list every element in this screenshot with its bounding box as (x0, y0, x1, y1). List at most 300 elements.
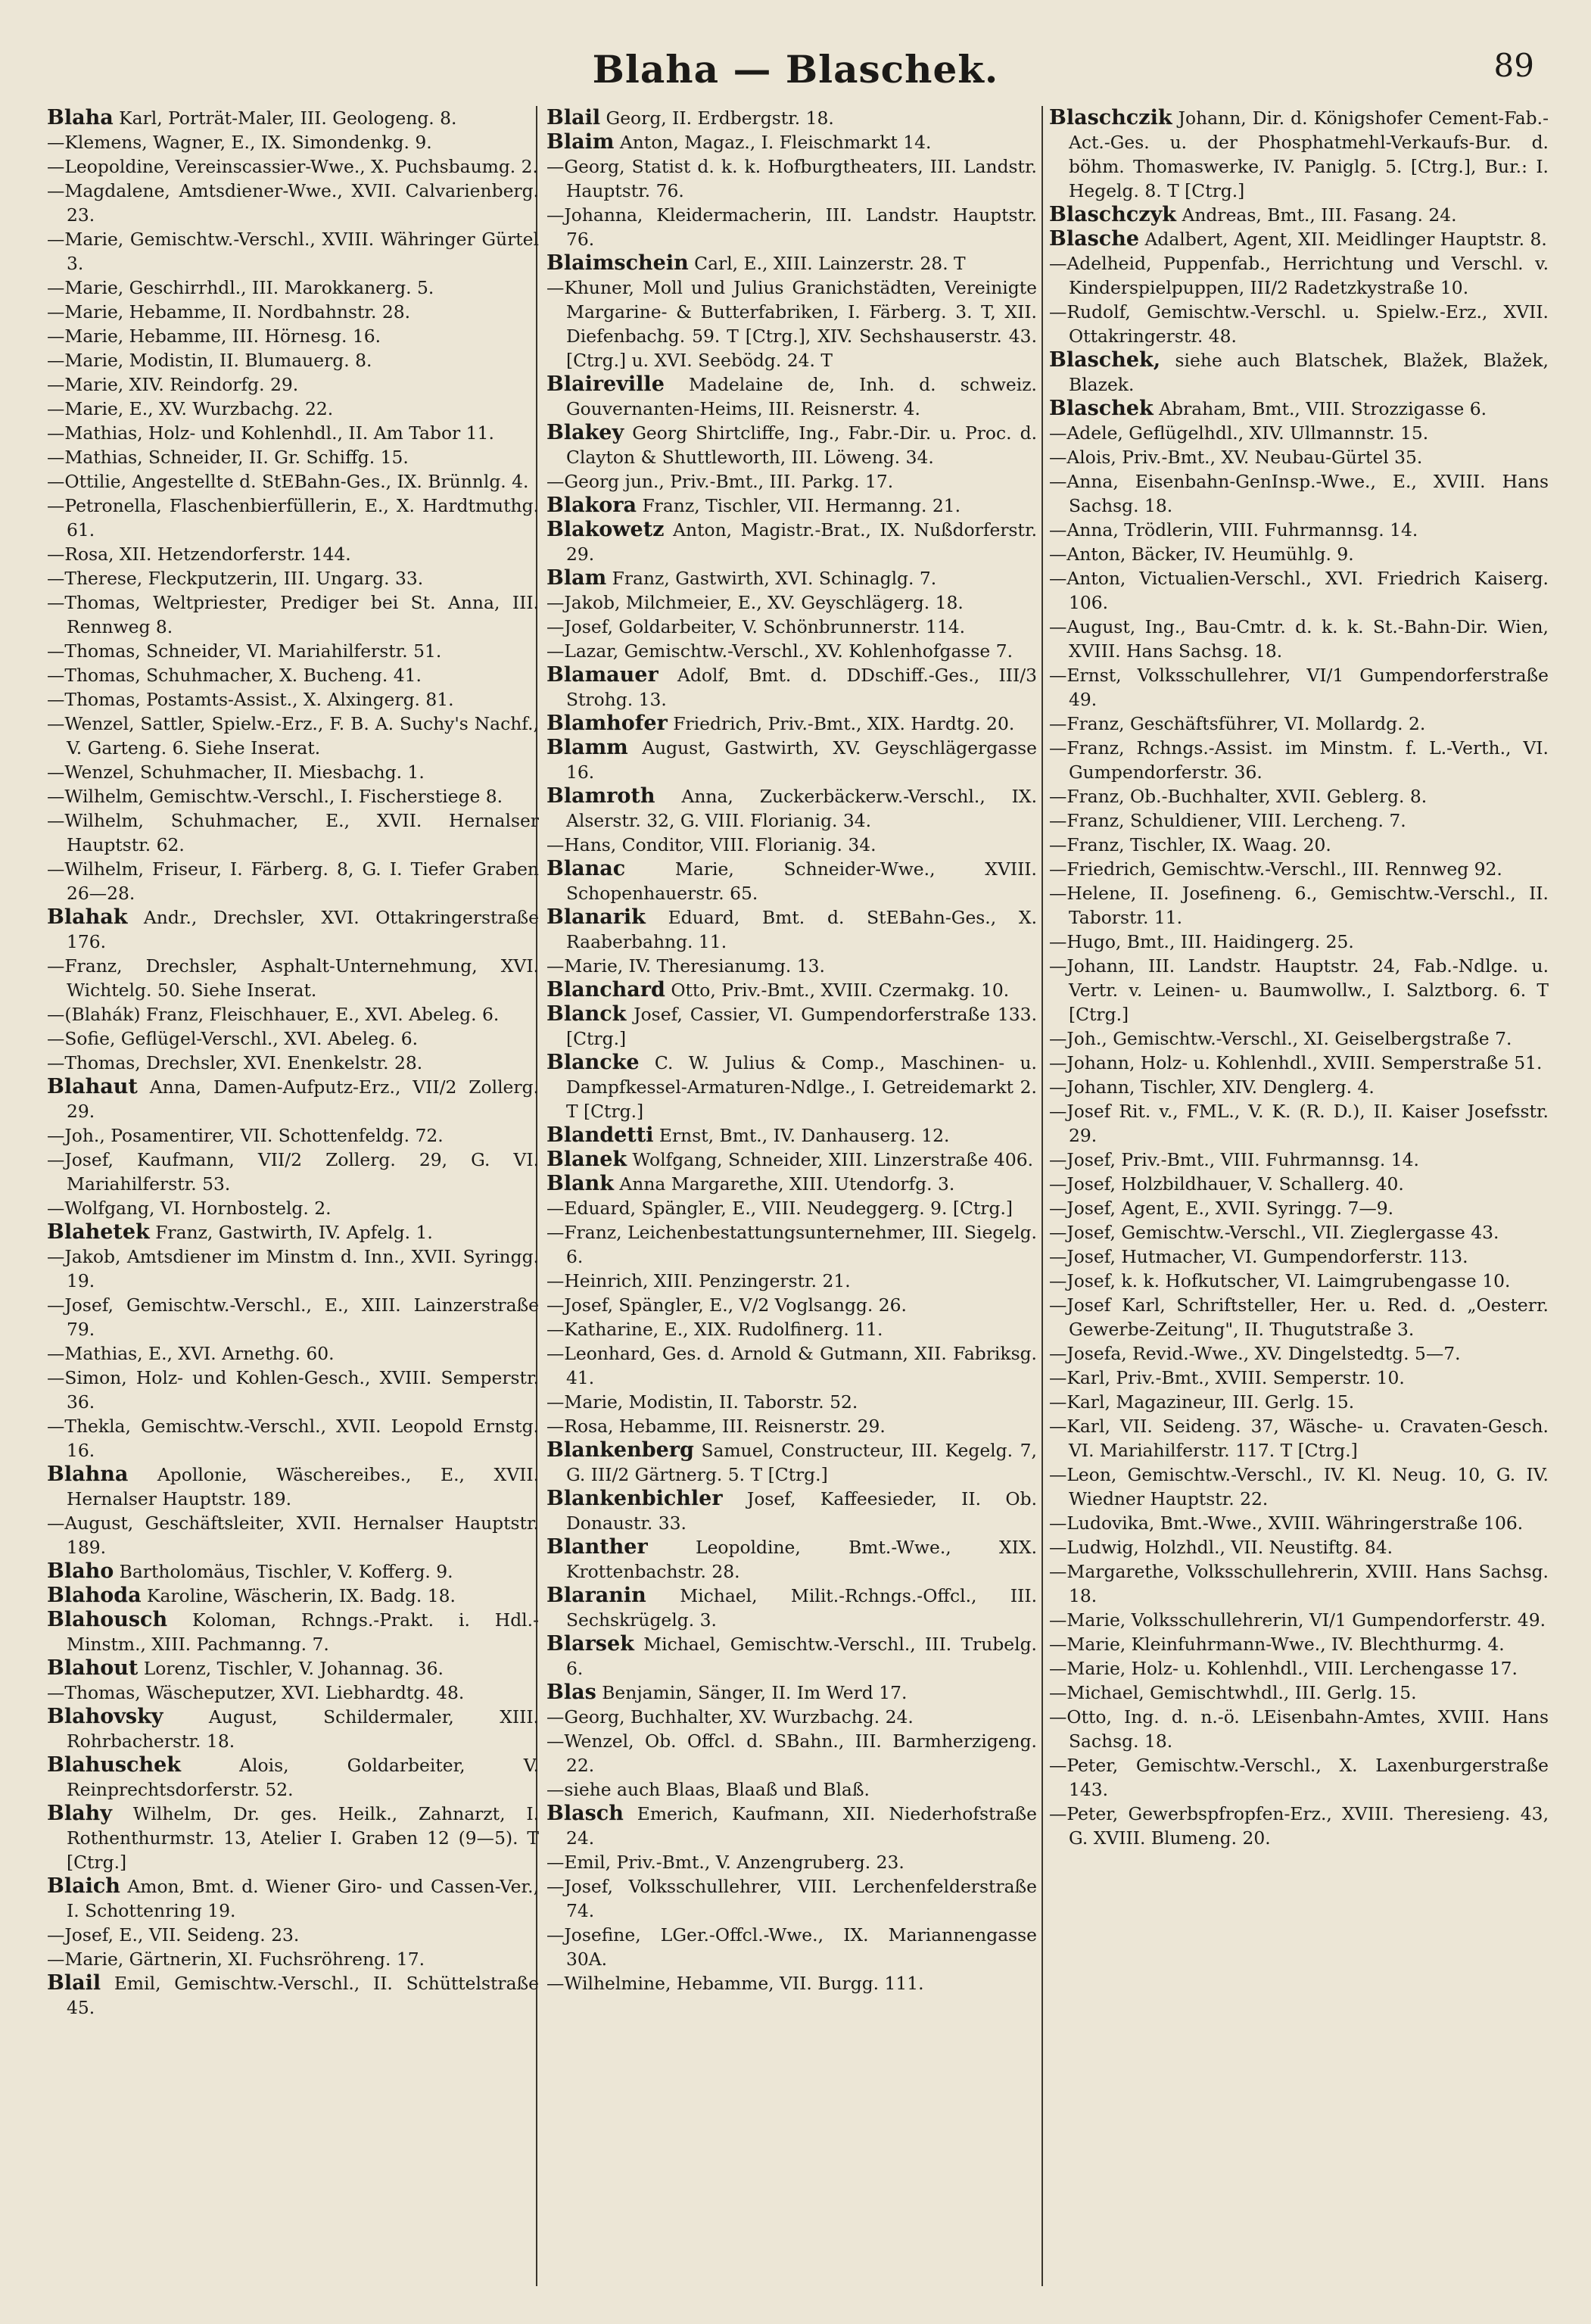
surname: Blarsek (546, 1632, 634, 1656)
directory-entry-continuation (47, 421, 539, 445)
entry-text: Jakob, Amtsdiener im Minstm d. Inn., XVII. Syringg. 19. (64, 1246, 539, 1291)
directory-entry-continuation (546, 1923, 1037, 1971)
entry-text: siehe auch Blaas, Blaaß und Blaß. (564, 1779, 870, 1800)
entry-text: (Blahák) Franz, Fleischhauer, E., XVI. Abeleg. 6. (64, 1004, 500, 1025)
entry-text: Leopoldine, Vereinscassier-Wwe., X. Puchsbaumg. 2. (64, 156, 538, 177)
directory-entry-continuation (47, 712, 539, 760)
surname: Blahak (47, 905, 128, 929)
directory-entry-continuation (546, 1729, 1037, 1777)
directory-entry-continuation (47, 1245, 539, 1293)
entry-text: Bartholomäus, Tischler, V. Kofferg. 9. (119, 1561, 453, 1582)
entry-text: Thekla, Gemischtw.-Verschl., XVII. Leopold Ernstg. 16. (64, 1416, 539, 1461)
directory-entry-continuation (1049, 1390, 1549, 1414)
directory-entry-continuation (1049, 542, 1549, 566)
directory-entry-head (546, 1584, 1037, 1632)
directory-entry-continuation (546, 1971, 1037, 1995)
surname: Blam (546, 566, 607, 590)
column-2 (546, 106, 1037, 1995)
entry-text: Thomas, Schuhmacher, X. Bucheng. 41. (64, 665, 422, 686)
entry-text: Heinrich, XIII. Penzingerstr. 21. (564, 1270, 851, 1291)
directory-entry-continuation (47, 1293, 539, 1341)
directory-entry-continuation (47, 1947, 539, 1971)
entry-text: Josef, Holzbildhauer, V. Schallerg. 40. (1066, 1173, 1404, 1195)
entry-text: Georg, II. Erdbergstr. 18. (606, 107, 834, 129)
directory-entry-continuation (1049, 1026, 1549, 1051)
surname: Blahousch (47, 1608, 168, 1631)
entry-text: Rosa, Hebamme, III. Reisnerstr. 29. (564, 1416, 886, 1437)
directory-entry-continuation (47, 397, 539, 421)
entry-text: Samuel, Constructeur, III. Kegelg. 7, G. III/2 Gärtnerg. 5. T [Ctrg.] (566, 1440, 1037, 1485)
entry-text: Mathias, Holz- und Kohlenhdl., II. Am Tabor 11. (64, 422, 494, 444)
directory-entry-continuation (47, 1002, 539, 1026)
surname: Blasche (1049, 227, 1140, 251)
directory-entry-continuation (1049, 1559, 1549, 1608)
directory-entry-head (47, 1075, 539, 1123)
entry-text: Michael, Gemischtwhdl., III. Gerlg. 15. (1066, 1682, 1417, 1703)
entry-text: Madelaine de, Inh. d. schweiz. Gouvernanten-Heims, III. Reisnerstr. 4. (566, 374, 1037, 419)
directory-entry-continuation (1049, 930, 1549, 954)
surname: Blank (546, 1172, 614, 1195)
entry-text: Benjamin, Sänger, II. Im Werd 17. (602, 1682, 908, 1703)
entry-text: Josef, Kaffeesieder, II. Ob. Donaustr. 33. (566, 1488, 1037, 1534)
directory-entry-continuation (47, 469, 539, 494)
entry-text: Sofie, Geflügel-Verschl., XVI. Abeleg. 6. (64, 1028, 419, 1049)
directory-entry-continuation (546, 615, 1037, 639)
surname: Blahy (47, 1802, 112, 1825)
directory-entry-continuation (1049, 857, 1549, 881)
surname: Blaschczyk (1049, 203, 1177, 226)
entry-text: Rudolf, Gemischtw.-Verschl. u. Spielw.-Erz., XVII. Ottakringerstr. 48. (1066, 301, 1549, 347)
directory-entry-continuation (1049, 808, 1549, 833)
entry-text: Lorenz, Tischler, V. Johannag. 36. (143, 1658, 444, 1679)
directory-entry-continuation (546, 1196, 1037, 1220)
entry-text: Wenzel, Sattler, Spielw.-Erz., F. B. A. Suchy's Nachf., V. Garteng. 6. Siehe Inserat. (64, 713, 539, 759)
directory-entry-head (1049, 203, 1549, 227)
directory-entry-continuation (1049, 833, 1549, 857)
entry-text: Franz, Drechsler, Asphalt-Unternehmung, XVI. Wichtelg. 50. Siehe Inserat. (64, 955, 539, 1001)
directory-entry-continuation (47, 445, 539, 469)
surname: Blahetek (47, 1220, 150, 1244)
entry-text: Marie, Kleinfuhrmann-Wwe., IV. Blechthurmg. 4. (1066, 1634, 1505, 1655)
directory-entry-head (546, 1681, 1037, 1705)
entry-text: Anna, Trödlerin, VIII. Fuhrmannsg. 14. (1066, 519, 1418, 541)
entry-text: Leopoldine, Bmt.-Wwe., XIX. Krottenbachstr. 28. (566, 1537, 1038, 1582)
entry-text: Franz, Schuldiener, VIII. Lercheng. 7. (1066, 810, 1406, 831)
entry-text: Emerich, Kaufmann, XII. Niederhofstraße 24. (566, 1803, 1037, 1849)
directory-entry-head (47, 1608, 539, 1656)
directory-entry-continuation (1049, 1196, 1549, 1220)
directory-entry-continuation (546, 203, 1037, 251)
directory-entry-continuation (546, 1777, 1037, 1802)
directory-entry-continuation (1049, 1511, 1549, 1535)
directory-entry-continuation (1049, 1632, 1549, 1656)
entry-text: Andreas, Bmt., III. Fasang. 24. (1182, 204, 1457, 226)
surname: Blaho (47, 1559, 114, 1583)
directory-entry-continuation (47, 276, 539, 300)
surname: Blaim (546, 130, 615, 154)
entry-text: Otto, Priv.-Bmt., XVIII. Czermakg. 10. (671, 980, 1010, 1001)
directory-entry-continuation (546, 1850, 1037, 1874)
entry-text: Johann, III. Landstr. Hauptstr. 24, Fab.-Ndlge. u. Vertr. v. Leinen- u. Baumwollw., I. Salztborg. 6. T [Ctrg.] (1066, 955, 1549, 1025)
surname: Blaha (47, 106, 114, 129)
directory-entry-continuation (1049, 954, 1549, 1026)
entry-text: Josef, Gemischtw.-Verschl., E., XIII. Lainzerstraße 79. (64, 1294, 539, 1340)
entry-text: Josef Karl, Schriftsteller, Her. u. Red. d. „Oesterr. Gewerbe-Zeitung", II. Thugutstraße 3. (1066, 1294, 1549, 1340)
directory-entry-continuation (47, 760, 539, 784)
directory-entry-continuation (546, 469, 1037, 494)
entry-text: Johann, Tischler, XIV. Denglerg. 4. (1066, 1076, 1375, 1098)
directory-entry-head (546, 1002, 1037, 1051)
entry-text: Friedrich, Gemischtw.-Verschl., III. Rennweg 92. (1066, 858, 1502, 880)
entry-text: Wilhelmine, Hebamme, VII. Burgg. 111. (564, 1973, 924, 1994)
entry-text: Eduard, Spängler, E., VIII. Neudeggerg. 9. [Ctrg.] (564, 1198, 1013, 1219)
entry-text: Marie, Volksschullehrerin, VI/1 Gumpendorferstr. 49. (1066, 1609, 1546, 1631)
entry-text: Friedrich, Priv.-Bmt., XIX. Hardtg. 20. (673, 713, 1015, 734)
entry-text: Karl, Porträt-Maler, III. Geologeng. 8. (119, 107, 457, 129)
directory-entry-continuation (1049, 469, 1549, 518)
entry-text: August, Gastwirth, XV. Geyschlägergasse 16. (566, 737, 1038, 783)
directory-entry-head (546, 663, 1037, 712)
entry-text: Abraham, Bmt., VIII. Strozzigasse 6. (1159, 398, 1487, 419)
directory-entry-head (546, 1148, 1037, 1172)
entry-text: Andr., Drechsler, XVI. Ottakringerstraße 176. (67, 907, 539, 952)
surname: Blahuschek (47, 1753, 181, 1777)
directory-entry-continuation (47, 687, 539, 712)
entry-text: August, Ing., Bau-Cmtr. d. k. k. St.-Bahn-Dir. Wien, XVIII. Hans Sachsg. 18. (1066, 616, 1549, 662)
entry-text: Georg, Buchhalter, XV. Wurzbachg. 24. (564, 1706, 914, 1727)
entry-text: Ernst, Volksschullehrer, VI/1 Gumpendorferstraße 49. (1066, 665, 1549, 710)
entry-text: Georg Shirtcliffe, Ing., Fabr.-Dir. u. Proc. d. Clayton & Shuttleworth, III. Löweng. 34. (566, 422, 1038, 468)
directory-entry-continuation (1049, 881, 1549, 930)
directory-entry-continuation (1049, 615, 1549, 663)
entry-text: Anna, Eisenbahn-GenInsp.-Wwe., E., XVIII. Hans Sachsg. 18. (1066, 471, 1549, 516)
surname: Blamm (546, 736, 628, 759)
directory-entry-head (47, 1584, 539, 1608)
entry-text: Helene, II. Josefineng. 6., Gemischtw.-Verschl., II. Taborstr. 11. (1066, 883, 1549, 928)
entry-text: Petronella, Flaschenbierfüllerin, E., X. Hardtmuthg. 61. (64, 495, 539, 541)
directory-entry-head (546, 1051, 1037, 1123)
entry-text: Josef, Agent, E., XVII. Syringg. 7—9. (1066, 1198, 1394, 1219)
surname: Blaschczik (1049, 106, 1172, 129)
directory-entry-continuation (1049, 1535, 1549, 1559)
surname: Blanchard (546, 978, 665, 1002)
directory-entry-continuation (1049, 663, 1549, 712)
entry-text: Leonhard, Ges. d. Arnold & Gutmann, XII. Fabriksg. 41. (564, 1343, 1037, 1388)
surname: Blail (47, 1971, 101, 1995)
directory-entry-head (546, 251, 1037, 276)
directory-entry-continuation (47, 1341, 539, 1366)
directory-entry-continuation (1049, 1099, 1549, 1148)
surname: Blamroth (546, 784, 655, 808)
entry-text: Alois, Priv.-Bmt., XV. Neubau-Gürtel 35. (1066, 447, 1423, 468)
entry-text: Otto, Ing. d. n.-ö. LEisenbahn-Amtes, XVIII. Hans Sachsg. 18. (1066, 1706, 1549, 1752)
entry-text: Marie, XIV. Reindorfg. 29. (64, 374, 299, 395)
directory-entry-continuation (47, 130, 539, 154)
directory-entry-continuation (47, 372, 539, 397)
directory-entry-head (47, 1559, 539, 1584)
directory-entry-continuation (47, 1196, 539, 1220)
entry-text: Marie, Gemischtw.-Verschl., XVIII. Währinger Gürtel 3. (64, 229, 539, 274)
surname: Blakey (546, 421, 624, 444)
directory-entry-continuation (1049, 1608, 1549, 1632)
entry-text: Karoline, Wäscherin, IX. Badg. 18. (147, 1585, 456, 1606)
entry-text: Leon, Gemischtw.-Verschl., IV. Kl. Neug. 10, G. IV. Wiedner Hauptstr. 22. (1066, 1464, 1549, 1509)
page-number: 89 (1493, 47, 1534, 84)
surname: Blahaut (47, 1075, 138, 1098)
entry-text: Marie, Hebamme, II. Nordbahnstr. 28. (64, 301, 411, 322)
directory-entry-continuation (1049, 1705, 1549, 1753)
entry-text: Franz, Tischler, IX. Waag. 20. (1066, 834, 1331, 855)
page-title: Blaha — Blaschek. (592, 47, 999, 92)
entry-text: Anton, Bäcker, IV. Heumühlg. 9. (1066, 544, 1354, 565)
directory-entry-continuation (1049, 1220, 1549, 1245)
entry-text: Therese, Fleckputzerin, III. Ungarg. 33. (64, 568, 424, 589)
column-1 (47, 106, 539, 2020)
entry-text: Johann, Dir. d. Königshofer Cement-Fab.-Act.-Ges. u. der Phosphatmehl-Verkaufs-Bur. d. böhm. Thomaswerke, IV. Paniglg. 5. [Ctrg.], Bur.: I. Hegelg. 8. T [Ctrg.] (1069, 107, 1549, 201)
surname: Blasch (546, 1802, 624, 1825)
directory-entry-continuation (1049, 300, 1549, 348)
directory-entry-continuation (47, 542, 539, 566)
directory-entry-continuation (1049, 1172, 1549, 1196)
directory-entry-head (47, 1220, 539, 1245)
entry-text: Simon, Holz- und Kohlen-Gesch., XVIII. Semperstr. 36. (64, 1367, 539, 1413)
entry-text: Koloman, Rchngs.-Prakt. i. Hdl.-Minstm., XIII. Pachmanng. 7. (67, 1609, 539, 1655)
entry-text: Franz, Tischler, VII. Hermanng. 21. (642, 495, 961, 516)
entry-text: Josef, Volksschullehrer, VIII. Lerchenfelderstraße 74. (564, 1876, 1037, 1921)
entry-text: Wenzel, Schuhmacher, II. Miesbachg. 1. (64, 762, 425, 783)
surname: Blanther (546, 1535, 648, 1559)
directory-entry-head (47, 1656, 539, 1681)
surname: Blancke (546, 1051, 640, 1074)
directory-entry-continuation (1049, 566, 1549, 615)
directory-entry-head (546, 978, 1037, 1002)
entry-text: Johann, Holz- u. Kohlenhdl., XVIII. Semperstraße 51. (1066, 1052, 1543, 1073)
entry-text: Marie, Geschirrhdl., III. Marokkanerg. 5. (64, 277, 434, 298)
surname: Blaireville (546, 372, 665, 396)
column-3 (1049, 106, 1549, 1850)
directory-entry-continuation (546, 1874, 1037, 1923)
entry-text: Johanna, Kleidermacherin, III. Landstr. Hauptstr. 76. (564, 204, 1037, 250)
entry-text: Peter, Gewerbspfropfen-Erz., XVIII. Theresieng. 43, G. XVIII. Blumeng. 20. (1066, 1803, 1549, 1849)
directory-entry-continuation (1049, 518, 1549, 542)
entry-text: Anton, Magistr.-Brat., IX. Nußdorferstr. 29. (566, 519, 1037, 565)
surname: Blanarik (546, 905, 646, 929)
directory-entry-continuation (1049, 1293, 1549, 1341)
surname: Blaich (47, 1874, 120, 1898)
directory-entry-continuation (47, 300, 539, 324)
entry-text: C. W. Julius & Comp., Maschinen- u. Dampfkessel-Armaturen-Ndlge., I. Getreidemarkt 2. T [Ctrg.] (566, 1052, 1037, 1122)
entry-text: Karl, Magazineur, III. Gerlg. 15. (1066, 1391, 1355, 1413)
directory-entry-continuation (1049, 1148, 1549, 1172)
directory-entry-head (546, 784, 1037, 833)
surname: Blaschek (1049, 397, 1154, 420)
directory-entry-continuation (1049, 1802, 1549, 1850)
entry-text: siehe auch Blatschek, Blažek, Blažek, Blazek. (1069, 350, 1549, 395)
surname: Blaranin (546, 1584, 646, 1607)
directory-entry-head (546, 1438, 1037, 1487)
directory-entry-continuation (546, 1317, 1037, 1341)
directory-entry-head (546, 1535, 1037, 1584)
entry-text: Josef Rit. v., FML., V. K. (R. D.), II. Kaiser Josefsstr. 29. (1066, 1101, 1549, 1146)
entry-text: Thomas, Drechsler, XVI. Enenkelstr. 28. (64, 1052, 423, 1073)
directory-entry-head (546, 130, 1037, 154)
directory-entry-continuation (47, 1414, 539, 1463)
directory-entry-continuation (47, 566, 539, 590)
directory-entry-continuation (47, 663, 539, 687)
directory-entry-head (1049, 348, 1549, 397)
directory-entry-head (1049, 106, 1549, 203)
entry-text: Apollonie, Wäschereibes., E., XVII. Hernalser Hauptstr. 189. (67, 1464, 539, 1509)
entry-text: Magdalene, Amtsdiener-Wwe., XVII. Calvarienberg. 23. (64, 180, 539, 226)
directory-entry-head (1049, 227, 1549, 251)
entry-text: Anna, Zuckerbäckerw.-Verschl., IX. Alserstr. 32, G. VIII. Florianig. 34. (566, 786, 1037, 831)
entry-text: Ottilie, Angestellte d. StEBahn-Ges., IX. Brünnlg. 4. (64, 471, 529, 492)
surname: Blahout (47, 1656, 139, 1680)
directory-entry-head (47, 1802, 539, 1874)
entry-text: Wenzel, Ob. Offcl. d. SBahn., III. Barmherzigeng. 22. (564, 1731, 1037, 1776)
surname: Blanck (546, 1002, 627, 1026)
directory-entry-continuation (47, 324, 539, 348)
entry-text: Adalbert, Agent, XII. Meidlinger Hauptstr. 8. (1144, 229, 1547, 250)
entry-text: Thomas, Schneider, VI. Mariahilferstr. 51. (64, 640, 442, 662)
entry-text: Marie, Modistin, II. Blumauerg. 8. (64, 350, 372, 371)
entry-text: Hans, Conditor, VIII. Florianig. 34. (564, 834, 876, 855)
directory-entry-continuation (1049, 251, 1549, 300)
entry-text: Josefa, Revid.-Wwe., XV. Dingelstedtg. 5—7. (1066, 1343, 1461, 1364)
directory-entry-continuation (47, 1681, 539, 1705)
directory-entry-head (47, 1971, 539, 2020)
directory-entry-continuation (47, 808, 539, 857)
surname: Blaimschein (546, 251, 689, 275)
directory-entry-head (546, 712, 1037, 736)
entry-text: Georg, Statist d. k. k. Hofburgtheaters, III. Landstr. Hauptstr. 76. (564, 156, 1037, 201)
directory-entry-continuation (1049, 736, 1549, 784)
entry-text: Adolf, Bmt. d. DDschiff.-Ges., III/3 Strohg. 13. (566, 665, 1037, 710)
directory-entry-head (47, 1874, 539, 1923)
directory-entry-head (546, 1632, 1037, 1681)
entry-text: Mathias, E., XVI. Arnethg. 60. (64, 1343, 335, 1364)
entry-text: Marie, IV. Theresianumg. 13. (564, 955, 825, 977)
entry-text: Marie, Holz- u. Kohlenhdl., VIII. Lerchengasse 17. (1066, 1658, 1518, 1679)
directory-entry-head (546, 1802, 1037, 1850)
entry-text: August, Geschäftsleiter, XVII. Hernalser Hauptstr. 189. (64, 1512, 539, 1558)
entry-text: Ernst, Bmt., IV. Danhauserg. 12. (659, 1125, 950, 1146)
directory-entry-continuation (1049, 421, 1549, 445)
entry-text: Jakob, Milchmeier, E., XV. Geyschlägerg. 18. (564, 592, 964, 613)
directory-entry-head (546, 905, 1037, 954)
surname: Blahoda (47, 1584, 142, 1607)
entry-text: Ludovika, Bmt.-Wwe., XVIII. Währingerstraße 106. (1066, 1512, 1524, 1534)
entry-text: Franz, Ob.-Buchhalter, XVII. Geblerg. 8. (1066, 786, 1428, 807)
entry-text: Wilhelm, Gemischtw.-Verschl., I. Fischerstiege 8. (64, 786, 503, 807)
entry-text: Marie, Hebamme, III. Hörnesg. 16. (64, 326, 381, 347)
directory-entry-continuation (546, 1269, 1037, 1293)
entry-text: Josef, Goldarbeiter, V. Schönbrunnerstr. 114. (564, 616, 966, 637)
directory-entry-head (546, 566, 1037, 590)
entry-text: Wolfgang, Schneider, XIII. Linzerstraße 406. (632, 1149, 1034, 1170)
directory-entry-continuation (546, 833, 1037, 857)
directory-entry-continuation (1049, 784, 1549, 808)
entry-text: Klemens, Wagner, E., IX. Simondenkg. 9. (64, 132, 432, 153)
directory-entry-continuation (47, 227, 539, 276)
entry-text: Franz, Geschäftsführer, VI. Mollardg. 2. (1066, 713, 1426, 734)
directory-entry-head (546, 518, 1037, 566)
entry-text: Karl, VII. Seideng. 37, Wäsche- u. Cravaten-Gesch. VI. Mariahilferstr. 117. T [Ctrg.] (1066, 1416, 1549, 1461)
entry-text: Josef, Priv.-Bmt., VIII. Fuhrmannsg. 14. (1066, 1149, 1419, 1170)
directory-entry-head (1049, 397, 1549, 421)
directory-entry-continuation (1049, 1463, 1549, 1511)
entry-text: Franz, Gastwirth, XVI. Schinaglg. 7. (612, 568, 937, 589)
entry-text: Marie, Schneider-Wwe., XVIII. Schopenhauerstr. 65. (566, 858, 1037, 904)
directory-entry-continuation (1049, 1681, 1549, 1705)
directory-entry-head (47, 106, 539, 130)
directory-entry-continuation (47, 590, 539, 639)
surname: Blakora (546, 494, 637, 517)
directory-entry-head (546, 494, 1037, 518)
entry-text: Lazar, Gemischtw.-Verschl., XV. Kohlenhofgasse 7. (564, 640, 1013, 662)
directory-entry-continuation (47, 1051, 539, 1075)
entry-text: Joh., Posamentirer, VII. Schottenfeldg. 72. (64, 1125, 444, 1146)
entry-text: Anna Margarethe, XIII. Utendorfg. 3. (619, 1173, 955, 1195)
surname: Blahovsky (47, 1705, 163, 1728)
entry-text: Marie, E., XV. Wurzbachg. 22. (64, 398, 334, 419)
surname: Blamauer (546, 663, 659, 687)
surname: Blas (546, 1681, 596, 1704)
directory-entry-continuation (47, 784, 539, 808)
directory-entry-continuation (47, 494, 539, 542)
directory-entry-continuation (546, 1390, 1037, 1414)
directory-entry-continuation (1049, 1051, 1549, 1075)
entry-text: Anton, Victualien-Verschl., XVI. Friedrich Kaiserg. 106. (1066, 568, 1549, 613)
directory-entry-continuation (47, 1511, 539, 1559)
entry-text: Ludwig, Holzhdl., VII. Neustiftg. 84. (1066, 1537, 1393, 1558)
directory-entry-continuation (47, 639, 539, 663)
entry-text: Karl, Priv.-Bmt., XVIII. Semperstr. 10. (1066, 1367, 1405, 1388)
entry-text: Margarethe, Volksschullehrerin, XVIII. Hans Sachsg. 18. (1066, 1561, 1549, 1606)
directory-entry-continuation (47, 954, 539, 1002)
entry-text: Anton, Magaz., I. Fleischmarkt 14. (619, 132, 932, 153)
directory-entry-continuation (47, 154, 539, 179)
directory-entry-continuation (1049, 712, 1549, 736)
entry-text: Josef, E., VII. Seideng. 23. (64, 1924, 300, 1945)
surname: Blamhofer (546, 712, 668, 735)
directory-entry-head (47, 1705, 539, 1753)
entry-text: Marie, Modistin, II. Taborstr. 52. (564, 1391, 858, 1413)
directory-entry-continuation (546, 954, 1037, 978)
entry-text: Franz, Rchngs.-Assist. im Minstm. f. L.-Verth., VI. Gumpendorferstr. 36. (1066, 737, 1549, 783)
directory-entry-continuation (1049, 1414, 1549, 1463)
directory-entry-continuation (47, 1123, 539, 1148)
entry-text: Thomas, Postamts-Assist., X. Alxingerg. 81. (64, 689, 454, 710)
directory-entry-continuation (546, 639, 1037, 663)
entry-text: Peter, Gemischtw.-Verschl., X. Laxenburgerstraße 143. (1066, 1755, 1549, 1800)
entry-text: Michael, Gemischtw.-Verschl., III. Trubelg. 6. (566, 1634, 1037, 1679)
directory-entry-head (546, 857, 1037, 905)
entry-text: Mathias, Schneider, II. Gr. Schiffg. 15. (64, 447, 409, 468)
surname: Blankenberg (546, 1438, 694, 1462)
directory-entry-head (47, 1463, 539, 1511)
entry-text: Franz, Gastwirth, IV. Apfelg. 1. (155, 1222, 433, 1243)
directory-entry-continuation (546, 1341, 1037, 1390)
entry-text: Carl, E., XIII. Lainzerstr. 28. T (694, 253, 966, 274)
entry-text: Wilhelm, Dr. ges. Heilk., Zahnarzt, I. Rothenthurmstr. 13, Atelier I. Graben 12 (9—5). T [Ctrg.] (67, 1803, 540, 1873)
directory-entry-continuation (47, 1026, 539, 1051)
entry-text: Josef, Cassier, VI. Gumpendorferstraße 133. [Ctrg.] (566, 1004, 1037, 1049)
directory-entry-continuation (1049, 1656, 1549, 1681)
entry-text: Franz, Leichenbestattungsunternehmer, III. Siegelg. 6. (564, 1222, 1037, 1267)
surname: Blanac (546, 857, 626, 880)
directory-entry-continuation (546, 590, 1037, 615)
